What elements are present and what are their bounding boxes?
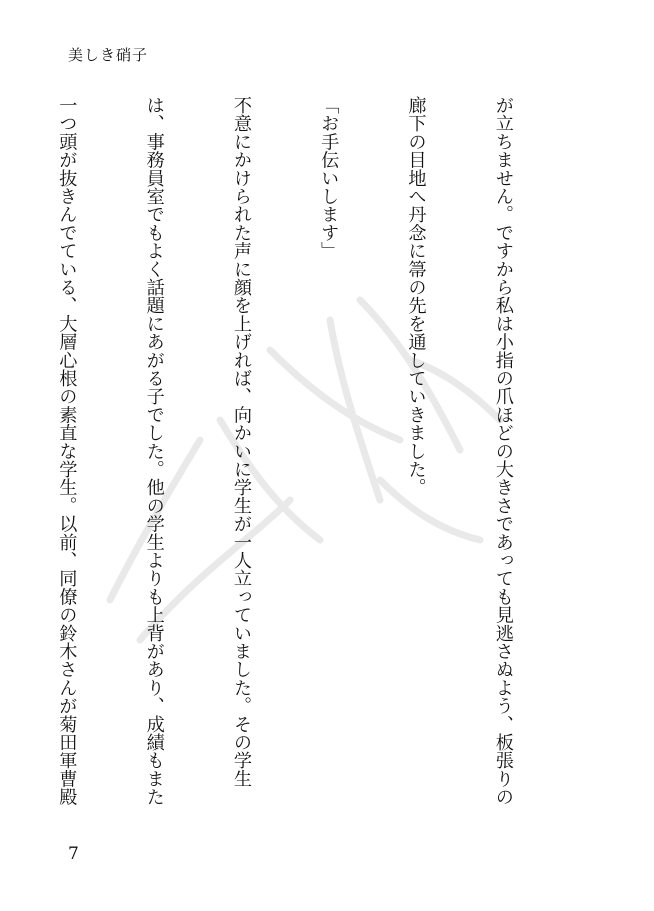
text-line: 一つ頭が抜きんでている、大層心根の素直な学生。以前、同僚の鈴木さんが菊田軍曹殿 <box>56 96 78 806</box>
running-title: 美しき硝子 <box>68 46 149 64</box>
text-line: 廊下の目地へ丹念に箒の先を通していきました。 <box>405 96 427 497</box>
text-line: 不意にかけられた声に顔を上げれば、向かいに学生が一人立っていました。その学生 <box>230 96 252 788</box>
page-number: 7 <box>68 844 79 864</box>
body-text <box>56 96 576 844</box>
text-line: は、事務員室でもよく話題にあがる子でした。他の学生よりも上背があり、成績もまた <box>143 96 165 806</box>
text-line: が立ちません。ですから私は小指の爪ほどの大きさであっても見逃さぬよう、板張りの <box>492 96 514 806</box>
text-line: 「お手伝いします」 <box>318 96 340 260</box>
